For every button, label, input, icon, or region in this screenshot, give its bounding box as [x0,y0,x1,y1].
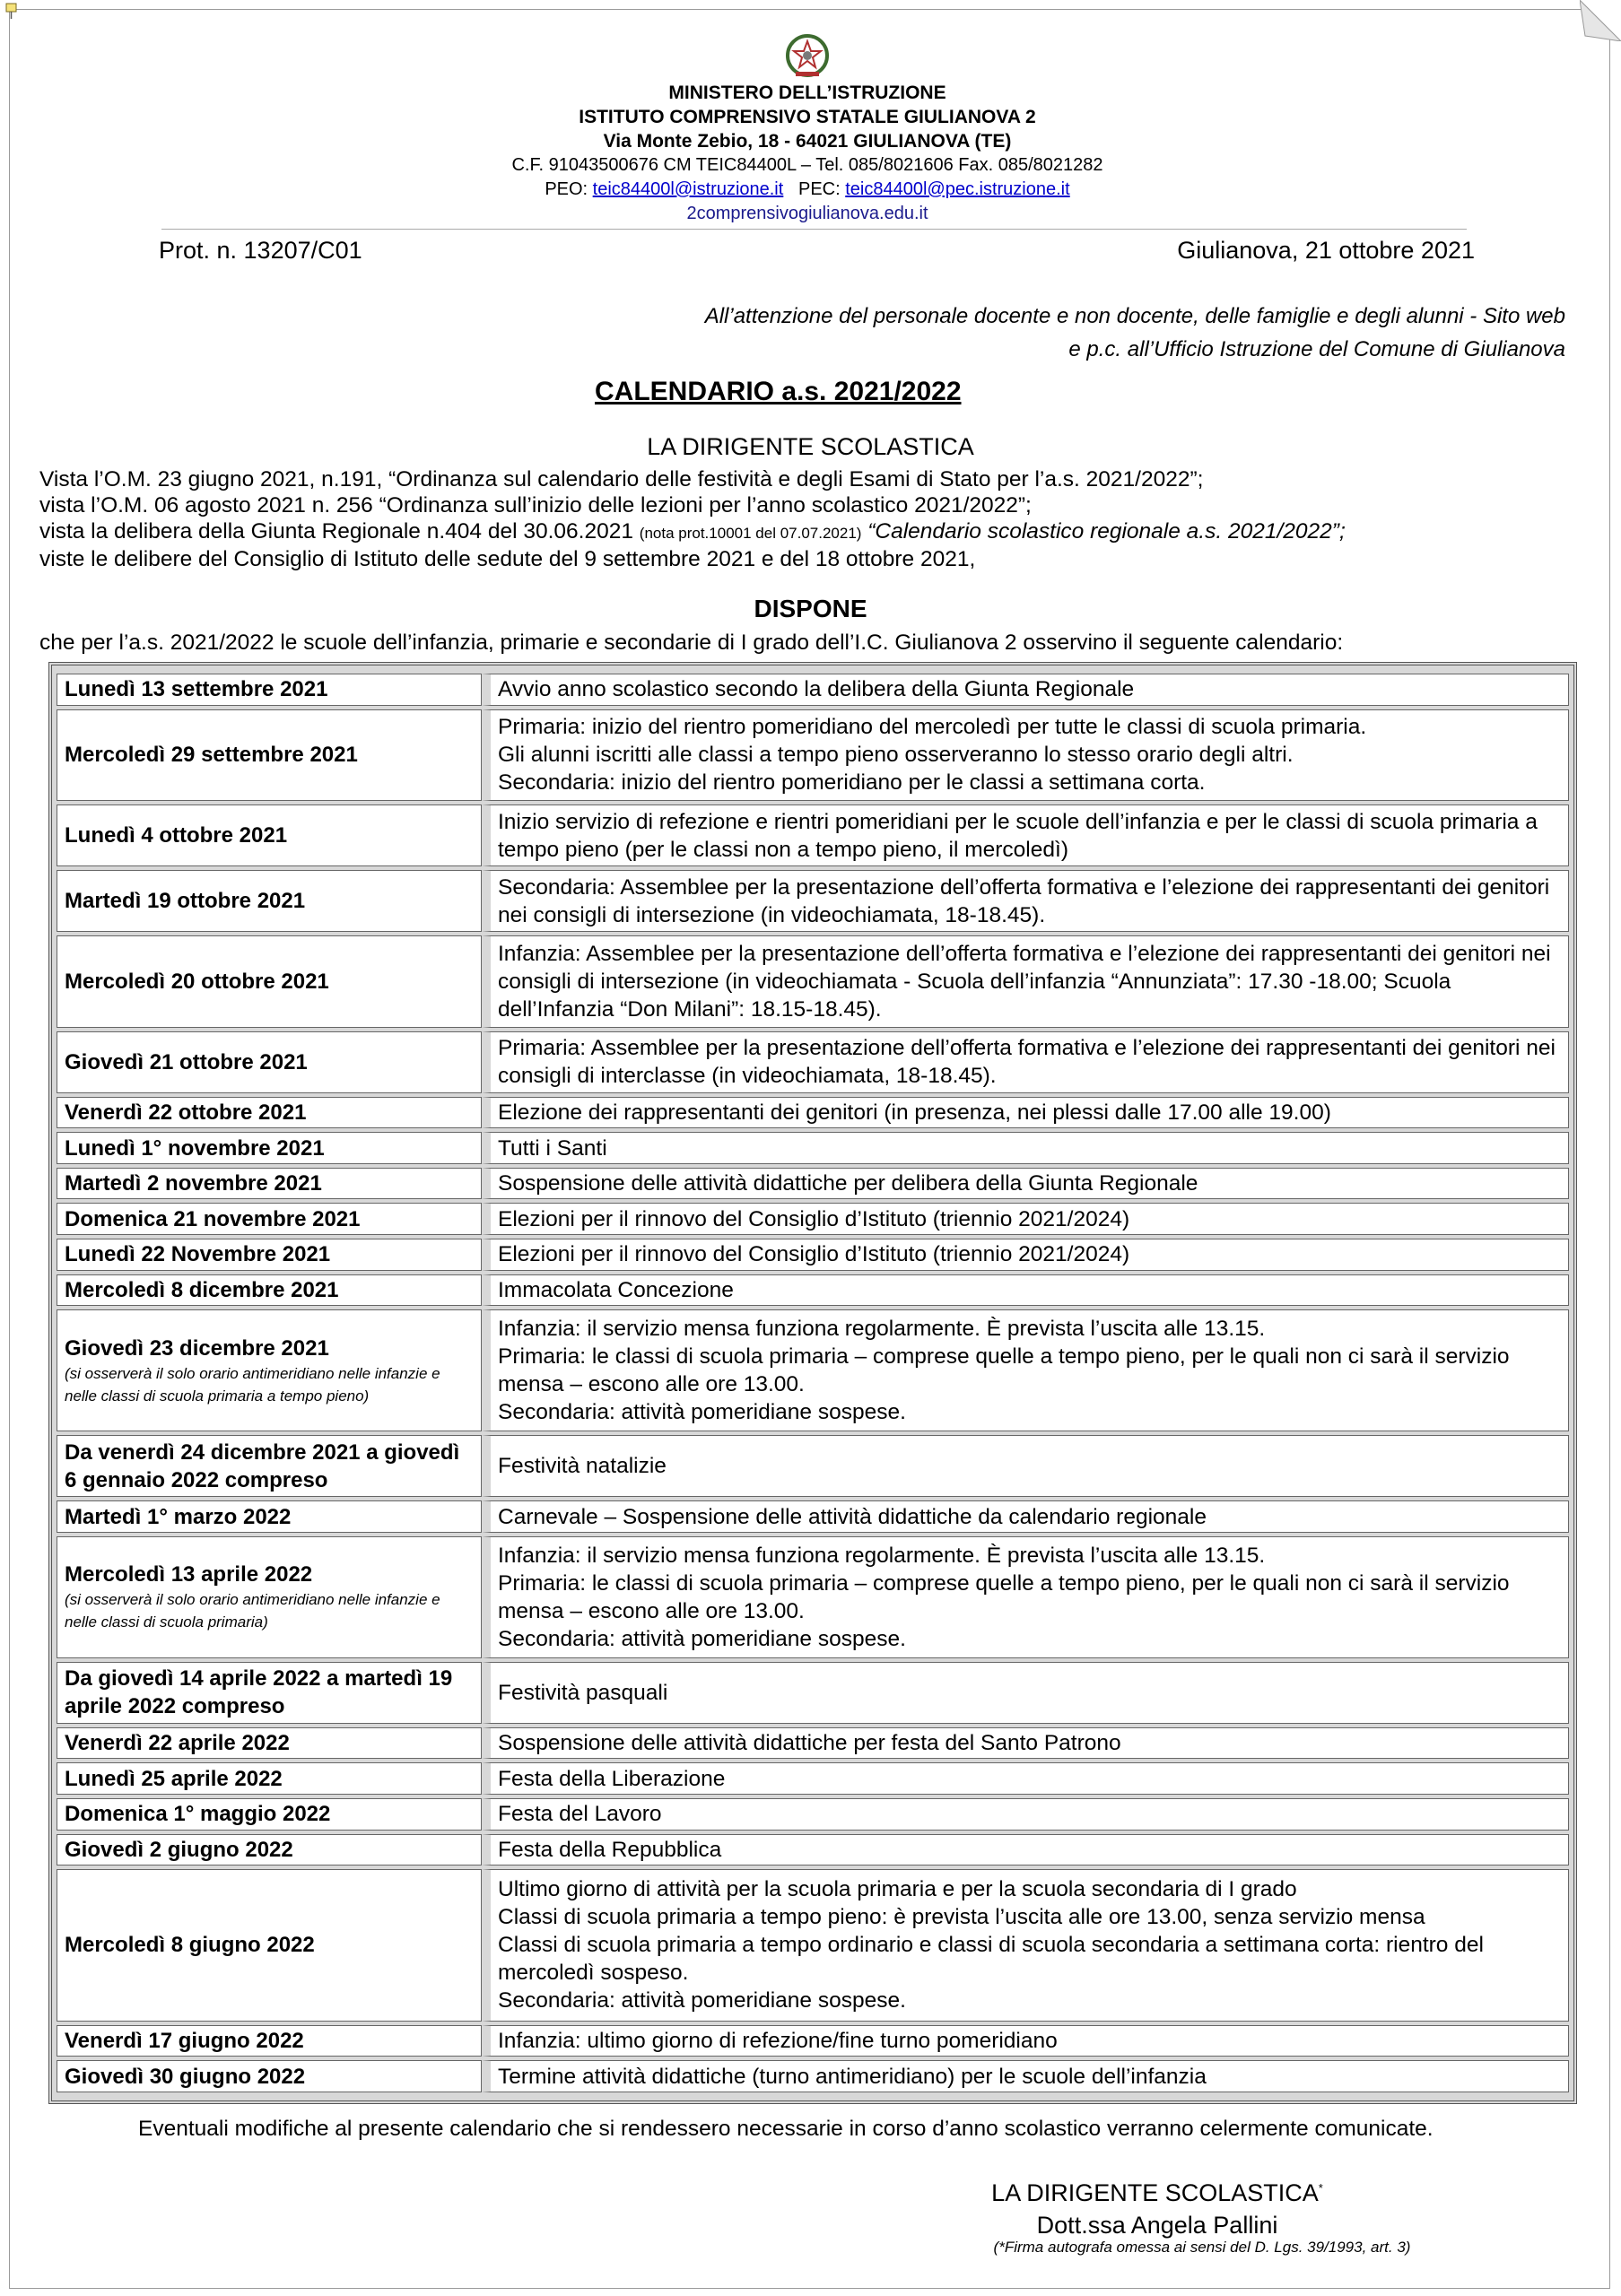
calendar-row [57,1798,1569,1831]
calendar-description-cell [482,1239,1569,1271]
calendar-date-cell [57,1239,482,1271]
signature-asterisk: * [1318,2181,1323,2195]
calendar-description-cell [482,1203,1569,1235]
calendar-description-cell [482,1435,1569,1497]
calendar-date-cell [57,1203,482,1235]
calendar-row [57,1168,1569,1200]
calendar-description-cell [482,1097,1569,1129]
calendar-date: Giovedì 23 dicembre 2021 [65,1335,329,1361]
closing-note-text: Eventuali modifiche al presente calendario che si rendessero necessarie in corso d’anno scolastico verranno celermente comunicate. [138,2117,1434,2141]
calendar-date: Lunedì 22 Novembre 2021 [65,1242,331,1267]
calendar-date-cell [57,1031,482,1093]
calendar-description-cell [482,1834,1569,1866]
preamble-line: Vista l’O.M. 23 giugno 2021, n.191, “Ordinanza sul calendario delle festività e degli Esami di Stato per l’a.s. 2021/2022”; [39,467,1204,491]
recipients-line: e p.c. all’Ufficio Istruzione del Comune di Giulianova [1068,337,1565,361]
calendar-row [57,1662,1569,1724]
header-divider [161,229,1467,230]
letterhead [269,32,1346,226]
calendar-description-line: Primaria: Assemblee per la presentazione dell’offerta formativa e l’elezione dei rappresentanti dei genitori nei consigli di interclasse (in videochiamata, 18-18.45). [498,1036,1556,1089]
calendar-description-cell [482,1869,1569,2021]
calendar-date: Mercoledì 8 dicembre 2021 [65,1277,339,1302]
calendar-row [57,1727,1569,1760]
calendar-description-cell [482,1500,1569,1533]
calendar-date: Domenica 1° maggio 2022 [65,1802,331,1827]
signature-note: (*Firma autografa omessa ai sensi del D. Lgs. 39/1993, art. 3) [993,2239,1411,2256]
calendar-table-frame [48,662,1577,2104]
calendar-description-cell [482,674,1569,706]
calendar-description-line: Primaria: le classi di scuola primaria – comprese quelle a tempo pieno, per le quali non ci sarà il servizio mensa – escono alle ore 13.00. [498,1344,1510,1397]
institute-name: ISTITUTO COMPRENSIVO STATALE GIULIANOVA 2 [579,107,1036,127]
calendar-description-line: Festa del Lavoro [498,1802,662,1827]
calendar-description-line: Infanzia: ultimo giorno di refezione/fine turno pomeridiano [498,2028,1058,2053]
calendar-description-line: Carnevale – Sospensione delle attività didattiche da calendario regionale [498,1504,1207,1529]
calendar-description-line: Festa della Repubblica [498,1837,722,1862]
calendar-row [57,1274,1569,1307]
calendar-description-cell [482,1031,1569,1093]
calendar-date-cell [57,1274,482,1307]
calendar-row [57,1435,1569,1497]
calendar-description-cell [482,1274,1569,1307]
calendar-description-line: Infanzia: il servizio mensa funziona regolarmente. È prevista l’uscita alle 13.15. [498,1543,1266,1568]
dispone-text: che per l’a.s. 2021/2022 le scuole dell’infanzia, primarie e secondarie di I grado dell’I.C. Giulianova 2 osservino il seguente calendario: [39,631,1344,655]
calendar-date: Venerdì 22 ottobre 2021 [65,1100,307,1125]
calendar-row [57,1031,1569,1093]
calendar-date: Venerdì 17 giugno 2022 [65,2028,304,2053]
calendar-row [57,674,1569,706]
calendar-description-line: Elezioni per il rinnovo del Consiglio d’Istituto (triennio 2021/2024) [498,1242,1130,1267]
calendar-description-cell [482,709,1569,801]
calendar-date: Martedì 19 ottobre 2021 [65,889,306,914]
calendar-row [57,1536,1569,1658]
calendar-row [57,935,1569,1027]
calendar-date-cell [57,1309,482,1431]
calendar-description-line: Festa della Liberazione [498,1766,726,1791]
calendar-date-cell [57,1097,482,1129]
calendar-date-cell [57,1869,482,2021]
closing-note [39,2113,1582,2145]
calendar-description-line: Secondaria: attività pomeridiane sospese. [498,1400,906,1425]
dispone-heading: DISPONE [754,595,867,622]
calendar-table [57,670,1569,2096]
republic-emblem-icon [785,32,830,79]
calendar-description-line: Gli alunni iscritti alle classi a tempo pieno osserveranno lo stesso orario degli altri. [498,743,1294,768]
calendar-date: Da venerdì 24 dicembre 2021 a giovedì 6 gennaio 2022 compreso [65,1439,460,1492]
calendar-table-body [57,674,1569,2092]
document-title: CALENDARIO a.s. 2021/2022 [595,377,962,406]
calendar-date-cell [57,1798,482,1831]
document-date: Giulianova, 21 ottobre 2021 [1177,237,1475,264]
calendar-date: Giovedì 30 giugno 2022 [65,2064,306,2089]
protocol-number: Prot. n. 13207/C01 [159,237,362,264]
peo-email-link[interactable]: teic84400l@istruzione.it [592,179,784,199]
pushpin-icon [4,2,20,20]
calendar-date: Giovedì 2 giugno 2022 [65,1837,293,1862]
calendar-date-cell [57,709,482,801]
calendar-date-cell [57,1727,482,1760]
calendar-description-line: Elezioni per il rinnovo del Consiglio d’Istituto (triennio 2021/2024) [498,1206,1130,1231]
calendar-date: Lunedì 13 settembre 2021 [65,677,328,702]
signature-name: Dott.ssa Angela Pallini [1036,2212,1278,2239]
calendar-date: Lunedì 25 aprile 2022 [65,1766,283,1791]
calendar-row [57,1500,1569,1533]
calendar-row [57,709,1569,801]
calendar-date-cell [57,2025,482,2057]
calendar-description-cell [482,1536,1569,1658]
calendar-description-cell [482,1168,1569,1200]
calendar-date: Domenica 21 novembre 2021 [65,1206,361,1231]
calendar-description-cell [482,935,1569,1027]
calendar-date: Mercoledì 20 ottobre 2021 [65,969,329,994]
calendar-date: Lunedì 4 ottobre 2021 [65,823,288,848]
preamble-line: vista l’O.M. 06 agosto 2021 n. 256 “Ordinanza sull’inizio delle lezioni per l’anno scolastico 2021/2022”; [39,493,1032,517]
calendar-description-line: Primaria: inizio del rientro pomeridiano del mercoledì per tutte le classi di scuola primaria. [498,715,1367,740]
calendar-description-line: Ultimo giorno di attività per la scuola primaria e per la scuola secondaria di I grado [498,1877,1297,1902]
recipients [489,300,1565,366]
calendar-description-line: Sospensione delle attività didattiche per festa del Santo Patrono [498,1731,1121,1756]
calendar-row [57,2025,1569,2057]
calendar-date-cell [57,1168,482,1200]
calendar-description-cell [482,1132,1569,1164]
calendar-description-line: Festività pasquali [498,1680,668,1705]
calendar-description-line: Infanzia: Assemblee per la presentazione dell’offerta formativa e l’elezione dei rappresentanti dei genitori nei consigli di intersezione (in videochiamata - Scuola dell’infanzia “Annunziata”: 17.30 -18.00; Scuola dell’Infanzia “Don Milani”: 18.15-18.45). [498,941,1551,1022]
signature-role [978,2172,1337,2209]
preamble-note: (nota prot.10001 del 07.07.2021) [639,525,862,542]
calendar-date-cell [57,1762,482,1795]
calendar-description-line: Termine attività didattiche (turno antimeridiano) per le scuole dell’infanzia [498,2064,1207,2089]
calendar-row [57,1834,1569,1866]
calendar-date: Lunedì 1° novembre 2021 [65,1135,325,1161]
preamble-line: viste le delibere del Consiglio di Istituto delle sedute del 9 settembre 2021 e del 18 ottobre 2021, [39,547,976,571]
calendar-row [57,1869,1569,2021]
calendar-date: Martedì 1° marzo 2022 [65,1504,292,1529]
calendar-date-cell [57,1536,482,1658]
pec-label: PEC: [797,179,846,199]
calendar-date: Mercoledì 8 giugno 2022 [65,1933,315,1958]
calendar-description-line: Secondaria: attività pomeridiane sospese. [498,1626,906,1651]
calendar-description-line: Inizio servizio di refezione e rientri pomeridiani per le scuole dell’infanzia e per le classi di scuola primaria a tempo pieno (per le classi non a tempo pieno, il mercoledì) [498,809,1538,862]
calendar-description-cell [482,2025,1569,2057]
calendar-description-line: Tutti i Santi [498,1135,607,1161]
preamble-text: vista la delibera della Giunta Regionale n.404 del 30.06.2021 [39,519,640,544]
institute-address: Via Monte Zebio, 18 - 64021 GIULIANOVA (TE) [603,131,1012,152]
calendar-description-cell [482,1727,1569,1760]
calendar-description-cell [482,804,1569,866]
peo-label: PEO: [545,179,593,199]
calendar-date-cell [57,935,482,1027]
calendar-description-line: Avvio anno scolastico secondo la delibera della Giunta Regionale [498,677,1135,702]
calendar-description-line: Elezione dei rappresentanti dei genitori (in presenza, nei plessi dalle 17.00 alle 19.00) [498,1100,1331,1125]
calendar-description-line: Secondaria: inizio del rientro pomeridiano per le classi a settimana corta. [498,770,1206,796]
calendar-description-cell [482,1662,1569,1724]
calendar-row [57,1239,1569,1271]
calendar-description-cell [482,1309,1569,1431]
calendar-description-line: Immacolata Concezione [498,1277,734,1302]
calendar-description-line: Festività natalizie [498,1454,667,1479]
calendar-description-line: Primaria: le classi di scuola primaria – comprese quelle a tempo pieno, per le quali non ci sarà il servizio mensa – escono alle ore 13.00. [498,1570,1510,1623]
calendar-row [57,1203,1569,1235]
preamble [39,466,1582,572]
calendar-date: Mercoledì 13 aprile 2022 [65,1562,313,1587]
calendar-date-cell [57,1435,482,1497]
calendar-description-cell [482,1798,1569,1831]
calendar-date-note: (si osserverà il solo orario antimeridiano nelle infanzie e nelle classi di scuola primaria a tempo pieno) [65,1364,440,1405]
calendar-date: Da giovedì 14 aprile 2022 a martedì 19 aprile 2022 compreso [65,1666,453,1719]
calendar-description-cell [482,870,1569,932]
page-fold-icon [1580,0,1621,41]
calendar-description-cell [482,2060,1569,2092]
calendar-description-line: Classi di scuola primaria a tempo pieno: è prevista l’uscita alle ore 13.00, senza servizio mensa [498,1905,1425,1930]
calendar-date-cell [57,2060,482,2092]
calendar-date: Martedì 2 novembre 2021 [65,1171,322,1196]
ministry-name: MINISTERO DELL’ISTRUZIONE [668,83,946,103]
calendar-row [57,870,1569,932]
calendar-date-cell [57,1132,482,1164]
calendar-description-line: Secondaria: Assemblee per la presentazione dell’offerta formativa e l’elezione dei rappresentanti dei genitori nei consigli di intersezione (in videochiamata, 18-18.45). [498,874,1550,927]
calendar-description-line: Infanzia: il servizio mensa funziona regolarmente. È prevista l’uscita alle 13.15. [498,1317,1266,1342]
recipients-line: All’attenzione del personale docente e non docente, delle famiglie e degli alunni - Sito web [704,304,1565,328]
calendar-date-note: (si osserverà il solo orario antimeridiano nelle infanzie e nelle classi di scuola primaria) [65,1591,440,1631]
calendar-date-cell [57,1500,482,1533]
calendar-date-cell [57,674,482,706]
calendar-row [57,1309,1569,1431]
calendar-row [57,804,1569,866]
email-line [269,178,1346,202]
calendar-date-cell [57,870,482,932]
calendar-date: Giovedì 21 ottobre 2021 [65,1049,308,1074]
preamble-quote: “Calendario scolastico regionale a.s. 2021/2022”; [861,519,1346,544]
calendar-date: Mercoledì 29 settembre 2021 [65,743,358,768]
signature-block [978,2172,1337,2241]
pec-email-link[interactable]: teic84400l@pec.istruzione.it [845,179,1070,199]
calendar-date-cell [57,1662,482,1724]
signature-role-text: LA DIRIGENTE SCOLASTICA [991,2179,1319,2206]
dirigente-heading: LA DIRIGENTE SCOLASTICA [647,433,974,460]
calendar-description-line: Sospensione delle attività didattiche per delibera della Giunta Regionale [498,1171,1198,1196]
calendar-row [57,2060,1569,2092]
calendar-row [57,1132,1569,1164]
website-link[interactable]: 2comprensivogiulianova.edu.it [686,204,928,223]
calendar-date-cell [57,804,482,866]
calendar-date: Venerdì 22 aprile 2022 [65,1731,290,1756]
institute-codes: C.F. 91043500676 CM TEIC84400L – Tel. 085/8021606 Fax. 085/8021282 [511,155,1103,175]
calendar-row [57,1762,1569,1795]
calendar-date-cell [57,1834,482,1866]
calendar-row [57,1097,1569,1129]
preamble-line [39,518,1582,546]
calendar-description-line: Secondaria: attività pomeridiane sospese. [498,1988,906,2013]
calendar-description-cell [482,1762,1569,1795]
calendar-description-line: Classi di scuola primaria a tempo ordinario e classi di scuola secondaria a settimana corta: rientro del mercoledì sospeso. [498,1933,1484,1986]
